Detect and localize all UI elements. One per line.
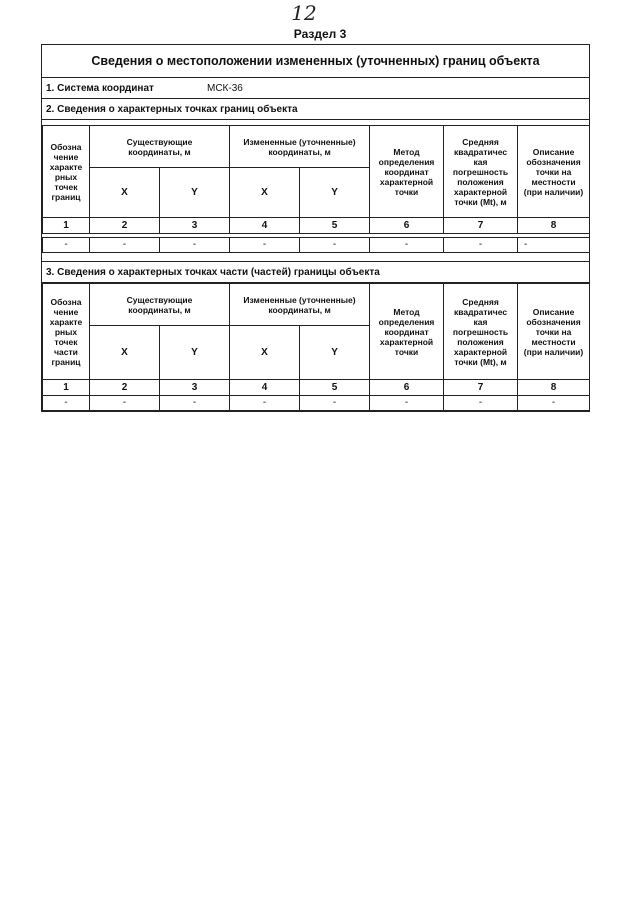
section-title: Раздел 3: [293, 27, 347, 41]
column-number: 2: [90, 380, 160, 396]
column-number: 7: [444, 218, 518, 234]
header-y-existing: Y: [160, 168, 230, 218]
block2-title: 3. Сведения о характерных точках части (частей) границы объекта: [42, 262, 589, 283]
column-number: 4: [230, 380, 300, 396]
header-method-text: Метод определения координат характерной точки: [378, 306, 435, 357]
table-cell: -: [518, 396, 590, 411]
column-number: 2: [90, 218, 160, 234]
header-method: [370, 284, 444, 380]
header-existing-coords: [90, 126, 230, 168]
column-number: 3: [160, 380, 230, 396]
header-error: [444, 284, 518, 380]
header-existing-coords-text: Существующие координаты, м: [126, 136, 193, 157]
table-cell: -: [90, 238, 160, 253]
header-changed-coords: [230, 126, 370, 168]
header-part-point-designation: [43, 284, 90, 380]
table-cell: -: [518, 238, 590, 253]
header-description-text: Описание обозначения точки на местности (при наличии): [523, 146, 584, 197]
header-x-changed: X: [230, 168, 300, 218]
block1-title: 2. Сведения о характерных точках границ объекта: [42, 99, 589, 120]
main-title: Сведения о местоположении измененных (уточненных) границ объекта: [42, 45, 589, 78]
header-part-point-designation-text: Обозна чение характе рных точек части границ: [49, 296, 83, 367]
column-number: 8: [518, 380, 590, 396]
block1-table: [42, 125, 590, 253]
table-row: [43, 396, 590, 411]
header-method: [370, 126, 444, 218]
column-number: 7: [444, 380, 518, 396]
column-number: 5: [300, 380, 370, 396]
header-point-designation: [43, 126, 90, 218]
table-cell: -: [160, 396, 230, 411]
table-cell: -: [370, 238, 444, 253]
table-cell: -: [444, 238, 518, 253]
header-method-text: Метод определения координат характерной точки: [378, 146, 435, 197]
header-error-text: Средняя квадратичес кая погрешность положения характерной точки (Mt), м: [452, 296, 509, 367]
header-x-existing: X: [90, 326, 160, 380]
table-cell: -: [370, 396, 444, 411]
column-number: 1: [43, 380, 90, 396]
table-cell: -: [230, 238, 300, 253]
table-cell: -: [230, 396, 300, 411]
table-cell: -: [43, 396, 90, 411]
header-error-text: Средняя квадратичес кая погрешность положения характерной точки (Mt), м: [452, 136, 509, 207]
header-changed-coords-text: Измененные (уточненные) координаты, м: [243, 136, 356, 157]
column-numbers-row: [43, 218, 590, 234]
header-changed-coords-text: Измененные (уточненные) координаты, м: [243, 294, 356, 315]
document-frame: [41, 44, 590, 412]
header-changed-coords: [230, 284, 370, 326]
column-number: 3: [160, 218, 230, 234]
column-number: 5: [300, 218, 370, 234]
header-x-changed: X: [230, 326, 300, 380]
header-description-text: Описание обозначения точки на местности (при наличии): [523, 306, 584, 357]
header-existing-coords-text: Существующие координаты, м: [126, 294, 193, 315]
table-cell: -: [43, 238, 90, 253]
header-existing-coords: [90, 284, 230, 326]
table-cell: -: [300, 396, 370, 411]
column-number: 6: [370, 218, 444, 234]
page-number: 12: [291, 1, 317, 25]
column-number: 1: [43, 218, 90, 234]
table-cell: -: [444, 396, 518, 411]
header-y-changed: Y: [300, 326, 370, 380]
column-number: 6: [370, 380, 444, 396]
column-number: 4: [230, 218, 300, 234]
table-cell: -: [300, 238, 370, 253]
table-cell: -: [90, 396, 160, 411]
header-x-existing: X: [90, 168, 160, 218]
header-description: [518, 284, 590, 380]
header-point-designation-text: Обозна чение характе рных точек границ: [49, 141, 83, 202]
header-y-changed: Y: [300, 168, 370, 218]
header-error: [444, 126, 518, 218]
header-y-existing: Y: [160, 326, 230, 380]
table-row: [43, 238, 590, 253]
coordinate-system-value: МСК-36: [207, 82, 243, 94]
coordinate-system-row: [42, 78, 589, 99]
column-number: 8: [518, 218, 590, 234]
column-numbers-row: [43, 380, 590, 396]
coordinate-system-label: 1. Система координат: [46, 82, 154, 94]
block2-table: [42, 283, 590, 411]
table-cell: -: [160, 238, 230, 253]
header-description: [518, 126, 590, 218]
